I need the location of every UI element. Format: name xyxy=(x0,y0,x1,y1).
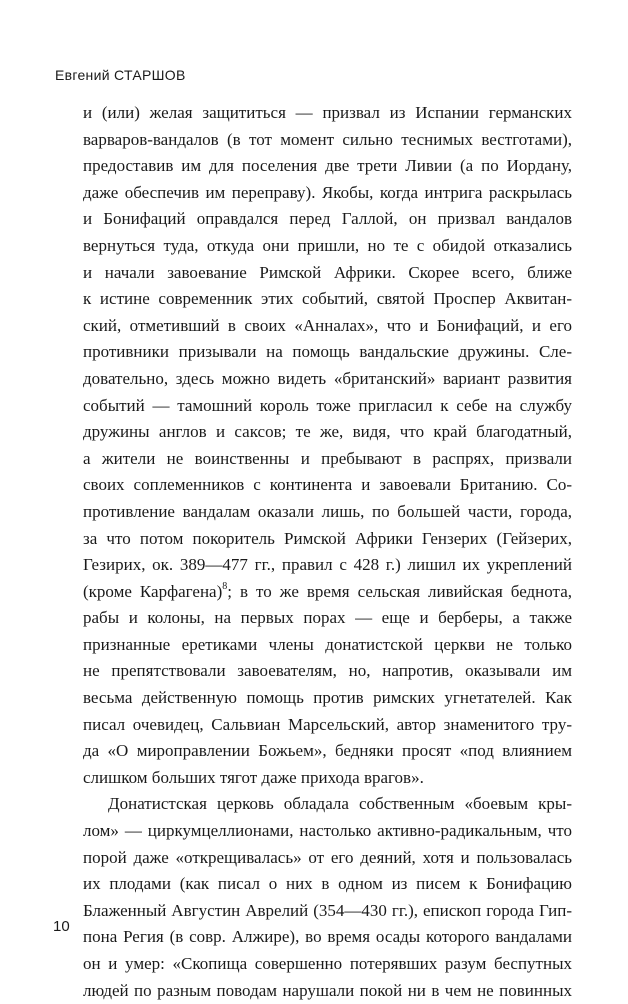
running-header: Евгений СТАРШОВ xyxy=(55,67,186,83)
text-line: дружины англов и саксов; те же, видя, что край благодатный, xyxy=(83,422,572,442)
paragraph-1 xyxy=(83,100,572,791)
text-line: Донатистская церковь обладала собственным «боевым кры- xyxy=(108,794,572,814)
text-line: Гезирих, ок. 389—477 гг., правил с 428 г.) лишил их укреплений xyxy=(83,555,572,575)
text-line: а жители не воинственны и пребывают в распрях, призвали xyxy=(83,448,572,468)
text-line: лом» — циркумцеллионами, настолько активно-радикальным, что xyxy=(83,821,572,841)
text-line: признанные еретиками члены донатистской церкви не только xyxy=(83,634,572,654)
text-line: варваров-вандалов (в тот момент сильно теснимых вестготами), xyxy=(83,129,572,149)
text-line: весьма действенную помощь против римских угнетателей. Как xyxy=(83,688,572,708)
page-number: 10 xyxy=(53,918,70,935)
text-line: довательно, здесь можно видеть «британский» вариант развития xyxy=(83,368,572,388)
text-line: событий — тамошний король тоже пригласил к себе на службу xyxy=(83,395,572,415)
text-line: рабы и колоны, на первых порах — еще и берберы, а также xyxy=(83,608,572,628)
text-line: противники призывали на помощь вандальские дружины. Сле- xyxy=(83,342,572,362)
text-line: за что потом покоритель Римской Африки Гензерих (Гейзерих, xyxy=(83,528,572,548)
text-line: да «О мироправлении Божьем», бедняки просят «под влиянием xyxy=(83,741,572,761)
text-line: ский, отметивший в своих «Анналах», что и Бонифаций, и его xyxy=(83,315,572,335)
text-line-with-footnote: (кроме Карфагена)$^8$; в то же время сельская ливийская беднота, xyxy=(83,581,572,601)
text-line: не препятствовали завоевателям, но, напротив, оказывали им xyxy=(83,661,572,681)
text-line: он и умер: «Скопища совершенно потерявших разум беспутных xyxy=(83,954,572,973)
text-line: писал очевидец, Сальвиан Марсельский, автор знаменитого тру- xyxy=(83,714,572,734)
text-line: даже обеспечив им переправу). Якобы, когда интрига раскрылась xyxy=(83,182,572,202)
body-text xyxy=(83,100,572,1004)
text-line: вернуться туда, откуда они пришли, но те с обидой отказались xyxy=(83,235,572,255)
paragraph-2 xyxy=(83,791,572,1004)
footnote-marker[interactable]: 8 xyxy=(222,581,228,593)
text-line: противление вандалам оказали лишь, по большей части, города, xyxy=(83,501,572,521)
text-line: людей по разным поводам нарушали покой ни в чем не повинных xyxy=(83,980,572,1000)
text-line: слишком больших тягот даже прихода врагов». xyxy=(83,767,424,787)
text-line: предоставив им для поселения две трети Ливии (а по Иордану, xyxy=(83,156,572,176)
text-line: пона Регия (в совр. Алжире), во время осады которого вандалами xyxy=(83,927,572,947)
text-line: и (или) желая защититься — призвал из Испании германских xyxy=(83,103,572,122)
text-line: своих соплеменников с континента и завоевали Британию. Со- xyxy=(83,475,572,495)
text-line: и Бонифаций оправдался перед Галлой, он призвал вандалов xyxy=(83,209,572,229)
text-line: и начали завоевание Римской Африки. Скорее всего, ближе xyxy=(83,262,572,282)
text-line: порой даже «открещивалась» от его деяний, хотя и пользовалась xyxy=(83,847,572,867)
text-line: к истине современник этих событий, святой Проспер Аквитан- xyxy=(83,289,572,309)
text-line: Блаженный Августин Аврелий (354—430 гг.), епископ города Гип- xyxy=(83,900,572,920)
text-line: их плодами (как писал о них в одном из писем к Бонифацию xyxy=(83,874,572,894)
